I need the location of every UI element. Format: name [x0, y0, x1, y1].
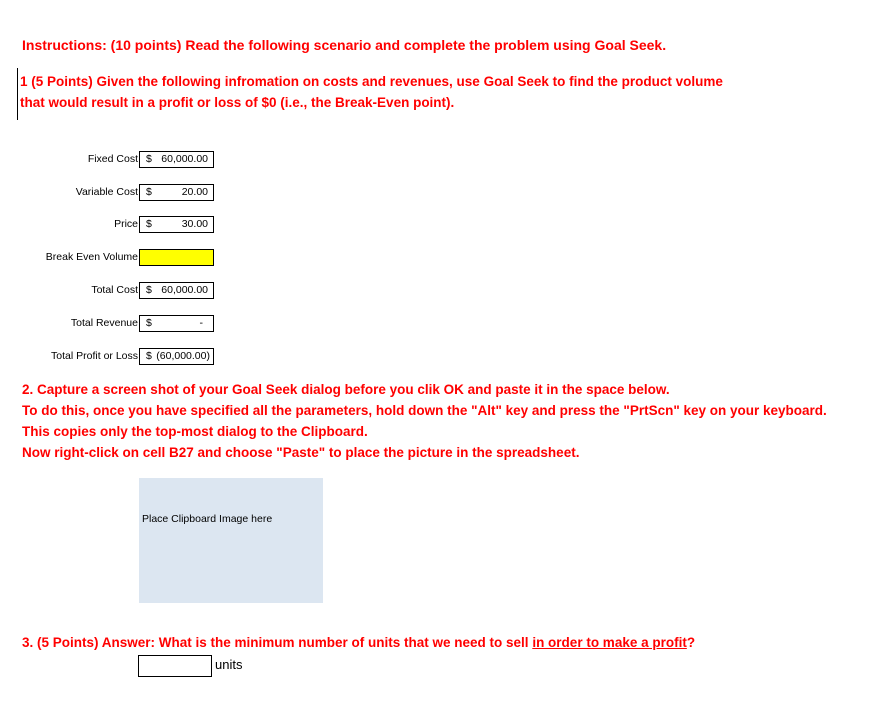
placeholder-text: Place Clipboard Image here	[142, 513, 273, 525]
fixed-cost-cell[interactable]	[139, 151, 214, 168]
clipboard-image-placeholder[interactable]	[139, 478, 323, 603]
total-profit-label: Total Profit or Loss	[51, 350, 138, 362]
q3-prefix: 3. (5 Points) Answer: What is the minimum number of units that we need to sell	[22, 635, 533, 650]
q2-line1: 2. Capture a screen shot of your Goal Seek dialog before you clik OK and paste it in the space below.	[22, 382, 670, 397]
q2-line4: Now right-click on cell B27 and choose "Paste" to place the picture in the spreadsheet.	[22, 445, 580, 460]
fixed-cost-label: Fixed Cost	[87, 153, 138, 165]
total-revenue-currency: $	[146, 317, 152, 329]
total-profit-cell[interactable]	[139, 348, 214, 365]
text-cursor	[17, 68, 18, 120]
instructions-heading: Instructions: (10 points) Read the following scenario and complete the problem using Goal Seek.	[22, 37, 667, 53]
price-label: Price	[114, 218, 138, 230]
q1-line1: 1 (5 Points) Given the following infromation on costs and revenues, use Goal Seek to find the product volume	[20, 74, 723, 89]
total-profit-value: (60,000.00)	[156, 350, 210, 362]
fixed-cost-currency: $	[146, 153, 152, 165]
q1-line2: that would result in a profit or loss of $0 (i.e., the Break-Even point).	[20, 95, 455, 110]
total-cost-cell[interactable]	[139, 282, 214, 299]
variable-cost-value: 20.00	[181, 186, 208, 198]
total-cost-label: Total Cost	[91, 284, 138, 296]
fixed-cost-value: 60,000.00	[161, 153, 208, 165]
total-revenue-cell[interactable]	[139, 315, 214, 332]
price-cell[interactable]	[139, 216, 214, 233]
q3-link[interactable]: in order to make a profit	[532, 635, 687, 650]
variable-cost-cell[interactable]	[139, 184, 214, 201]
break-even-volume-label: Break Even Volume	[45, 251, 138, 263]
variable-cost-label: Variable Cost	[75, 186, 138, 198]
q3-suffix: ?	[686, 635, 696, 650]
q3-question	[22, 635, 695, 650]
total-profit-currency: $	[146, 350, 152, 362]
variable-cost-currency: $	[146, 186, 152, 198]
units-label: units	[215, 657, 243, 672]
total-cost-currency: $	[146, 284, 152, 296]
total-cost-value: 60,000.00	[161, 284, 208, 296]
total-revenue-value: -	[199, 317, 203, 329]
q2-line3: This copies only the top-most dialog to the Clipboard.	[22, 424, 368, 439]
total-revenue-label: Total Revenue	[70, 317, 138, 329]
q2-line2: To do this, once you have specified all the parameters, hold down the "Alt" key and press the "PrtScn" key on your keyboard.	[22, 403, 827, 418]
answer-input[interactable]	[138, 655, 212, 677]
break-even-volume-cell[interactable]	[139, 249, 214, 266]
price-currency: $	[146, 218, 152, 230]
price-value: 30.00	[181, 218, 208, 230]
